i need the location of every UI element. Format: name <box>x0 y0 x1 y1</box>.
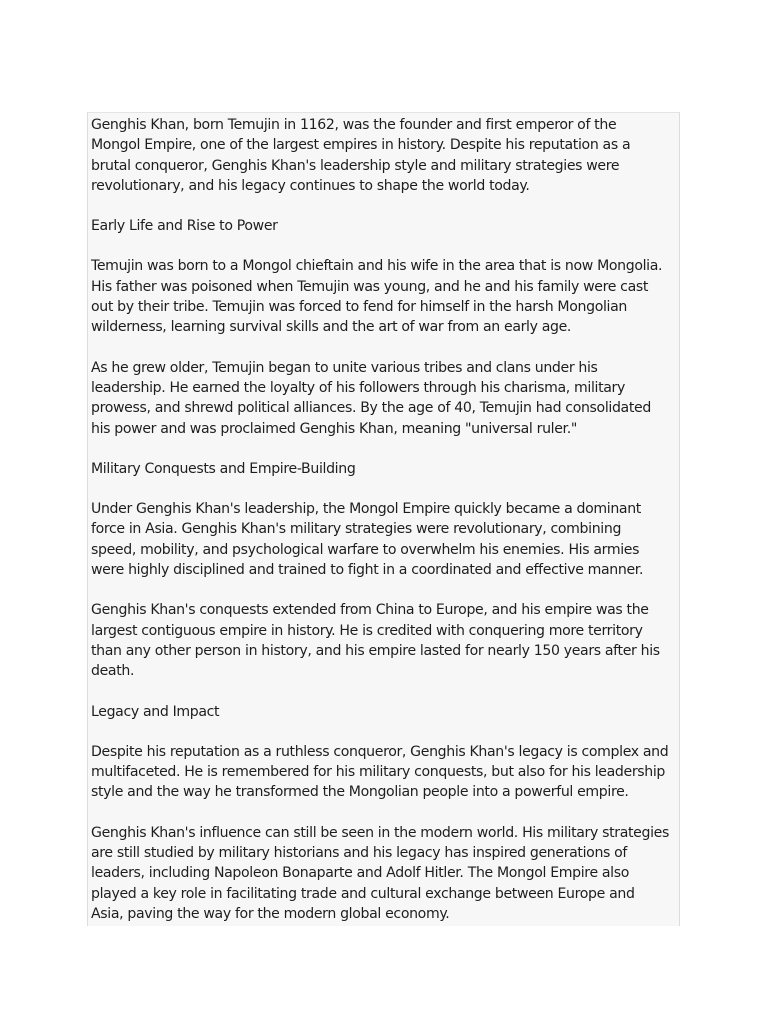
early-life-paragraph-2: As he grew older, Temujin began to unite various tribes and clans under his leadership. He earned the loyalty of his followers through his charisma, military prowess, and shrewd political alliances. By the age of 40, Temujin had consolidated his power and was proclaimed Genghis Khan, meaning "universal ruler." <box>91 359 651 437</box>
early-life-paragraph-1: Temujin was born to a Mongol chieftain and his wife in the area that is now Mongolia. His father was poisoned when Temujin was young, and he and his family were cast out by their tribe. Temujin was forced to fend for himself in the harsh Mongolian wilderness, learning survival skills and the art of war from an early age. <box>91 258 663 336</box>
section-heading-early-life: Early Life and Rise to Power <box>91 218 278 235</box>
legacy-paragraph-2: Genghis Khan's influence can still be seen in the modern world. His military strategies are still studied by military historians and his legacy has inspired generations of leaders, including Napoleon Bonaparte and Adolf Hitler. The Mongol Empire also played a key role in facilitating trade and cultural exchange between Europe and Asia, paving the way for the modern global economy. <box>91 824 669 922</box>
document-text-block <box>87 112 680 926</box>
legacy-paragraph-1: Despite his reputation as a ruthless conqueror, Genghis Khan's legacy is complex and multifaceted. He is remembered for his military conquests, but also for his leadership style and the way he transformed the Mongolian people into a powerful empire. <box>91 743 669 801</box>
military-paragraph-1: Under Genghis Khan's leadership, the Mongol Empire quickly became a dominant force in Asia. Genghis Khan's military strategies were revolutionary, combining speed, mobility, and psychological warfare to overwhelm his enemies. His armies were highly disciplined and trained to fight in a coordinated and effective manner. <box>91 501 644 579</box>
section-heading-military-conquests: Military Conquests and Empire-Building <box>91 460 356 477</box>
intro-paragraph: Genghis Khan, born Temujin in 1162, was the founder and first emperor of the Mongol Empire, one of the largest empires in history. Despite his reputation as a brutal conqueror, Genghis Khan's leadership style and military strategies were revolutionary, and his legacy continues to shape the world today. <box>91 117 631 194</box>
military-paragraph-2: Genghis Khan's conquests extended from China to Europe, and his empire was the largest contiguous empire in history. He is credited with conquering more territory than any other person in history, and his empire lasted for nearly 150 years after his death. <box>91 602 660 680</box>
section-heading-legacy: Legacy and Impact <box>91 703 220 720</box>
